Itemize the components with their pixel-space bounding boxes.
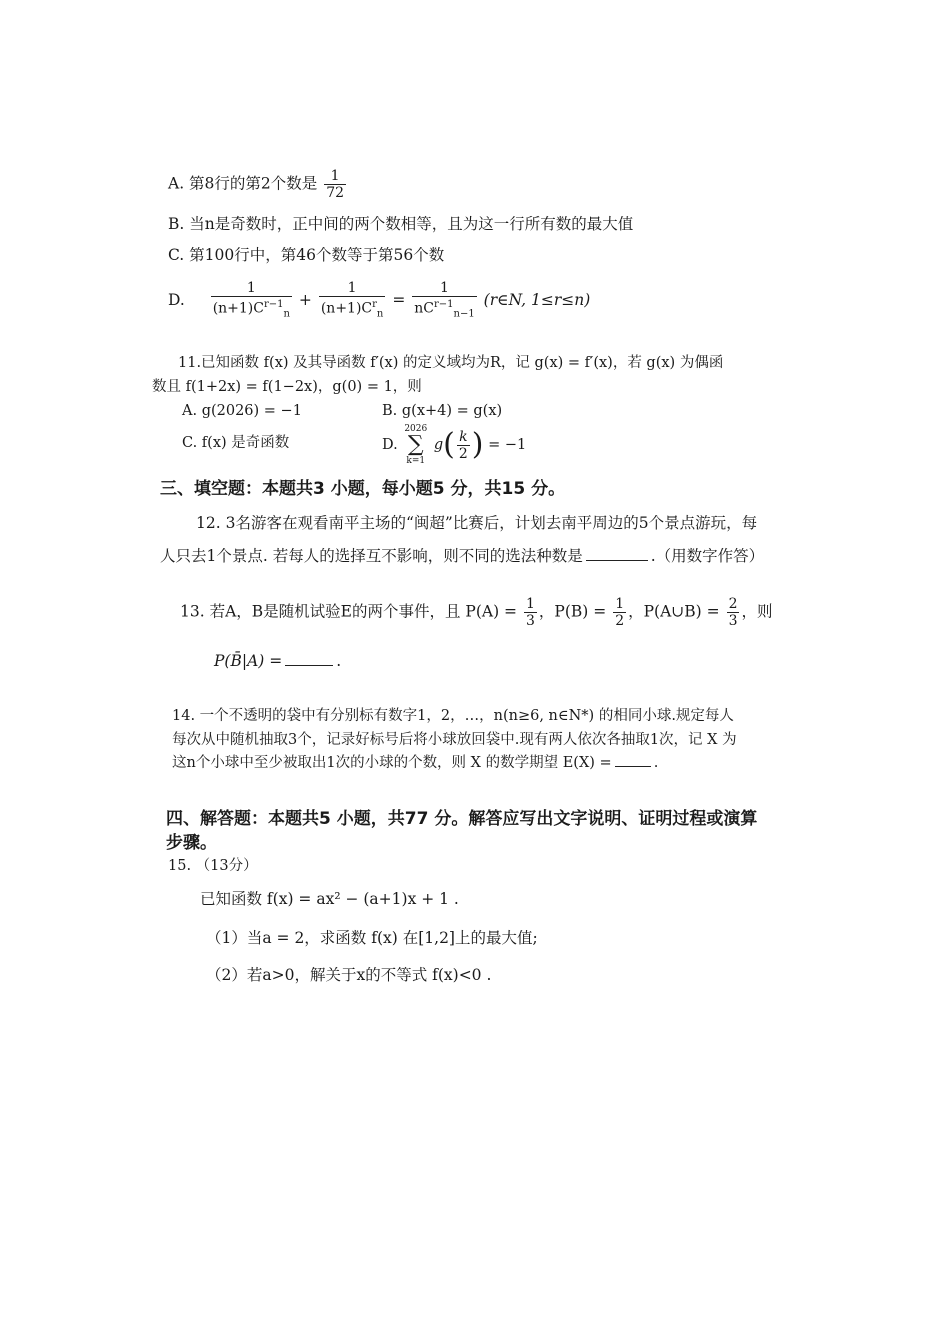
- q10-option-d-condition: (r∈N, 1≤r≤n): [483, 291, 591, 310]
- q10-d-fraction-2: [319, 280, 386, 322]
- q10-d-fraction-1: [211, 280, 292, 322]
- q13-line2: P(B̄|A) = .: [214, 652, 342, 670]
- q13-expression: P(B̄|A) =: [214, 652, 283, 670]
- q10-option-d-label: D.: [168, 291, 185, 310]
- q10-option-d: D. $\frac{1}{(n+1)C^{r-1}_n}$ + $\frac{1}{(n+1)C^r_n}$ = $\frac{1}{nC^{r-1}_{n-1}}$ (r∈N, 1≤r≤n): [168, 280, 590, 322]
- q15-stem: 已知函数 f(x) = ax² − (a+1)x + 1 .: [200, 890, 459, 908]
- q13-stem: 13. 若A，B是随机试验E的两个事件，且 P(A) =: [180, 602, 518, 621]
- binomial-term: nC: [414, 300, 434, 317]
- fraction-numerator: 1: [440, 280, 449, 296]
- q10-option-c: C. 第100行中，第46个数等于第56个数: [168, 246, 445, 264]
- q13-pab-text: ，P(A∪B) =: [628, 602, 720, 621]
- answer-blank[interactable]: [285, 664, 333, 666]
- fraction-numerator: 2: [728, 596, 738, 612]
- fraction-denominator: 3: [525, 613, 535, 629]
- q13-pb-text: ，P(B) =: [538, 602, 607, 621]
- q13-pa-fraction: [524, 596, 537, 629]
- fraction-denominator: 2: [615, 613, 625, 629]
- fraction-numerator: 1: [525, 596, 535, 612]
- q10-option-a-fraction: [324, 168, 346, 201]
- summation-symbol: 2026 ∑ k=1: [404, 424, 428, 466]
- q11-option-b: B. g(x+4) = g(x): [382, 403, 503, 419]
- q11-option-d-result: = −1: [488, 437, 527, 453]
- section-3-heading: 三、填空题：本题共3 小题，每小题5 分，共15 分。: [160, 479, 566, 499]
- q13-pab-fraction: [727, 596, 740, 629]
- q12-line1: 12. 3名游客在观看南平主场的“闽超”比赛后，计划去南平周边的5个景点游玩，每: [196, 514, 758, 532]
- q14-line3: 这n个小球中至少被取出1次的小球的个数，则 X 的数学期望 E(X) = .: [172, 755, 659, 771]
- fraction-denominator: 72: [326, 185, 345, 201]
- q10-option-a-text: A. 第8行的第2个数是: [168, 174, 318, 193]
- answer-blank[interactable]: [586, 559, 648, 561]
- fraction-numerator: 1: [347, 280, 357, 296]
- q12-line2-text: 人只去1个景点. 若每人的选择互不影响，则不同的选法种数是: [160, 547, 583, 565]
- section-4-heading-line2: 步骤。: [166, 833, 217, 853]
- fraction-denominator: $(n+1)C^r_n$: [319, 296, 386, 322]
- q13-line1: [180, 596, 773, 629]
- q14-line3-text: 这n个小球中至少被取出1次的小球的个数，则 X 的数学期望 E(X) =: [172, 755, 612, 771]
- q15-part1: （1）当a = 2，求函数 f(x) 在[1,2]上的最大值;: [206, 929, 538, 947]
- section-4-heading-line1: 四、解答题：本题共5 小题，共77 分。解答应写出文字说明、证明过程或演算: [166, 809, 758, 829]
- q13-stem-end: ，则: [741, 602, 773, 621]
- q13-pb-fraction: [613, 596, 626, 629]
- q15-title: 15. （13分）: [168, 858, 258, 874]
- q15-part2: （2）若a>0，解关于x的不等式 f(x)<0 .: [206, 966, 492, 984]
- q11-stem-line1: 11.已知函数 f(x) 及其导函数 f′(x) 的定义域均为R，记 g(x) = f′(x)，若 g(x) 为偶函: [178, 355, 724, 371]
- q11-stem-line2: 数且 f(1+2x) = f(1−2x)，g(0) = 1，则: [152, 379, 422, 395]
- q11-option-d: D. 2026 ∑ k=1 g( $\frac{k}{2}$ ) = −1: [382, 424, 527, 466]
- binomial-term: (n+1)C: [212, 300, 264, 317]
- q10-option-b: B. 当n是奇数时，正中间的两个数相等，且为这一行所有数的最大值: [168, 215, 634, 233]
- q14-line2: 每次从中随机抽取3个，记录好标号后将小球放回袋中.现有两人依次各抽取1次，记 X 为: [172, 732, 737, 748]
- fraction-denominator: $(n+1)C^{r-1}_n$: [211, 296, 292, 322]
- summation-upper-limit: 2026: [404, 424, 428, 434]
- q12-line2: [160, 545, 764, 567]
- fraction-numerator: 1: [246, 280, 256, 296]
- q14-line1: 14. 一个不透明的袋中有分别标有数字1，2，…，n(n≥6, n∈N*) 的相同小球.规定每人: [172, 708, 734, 724]
- answer-blank[interactable]: [615, 765, 651, 767]
- q11-option-d-label: D.: [382, 437, 398, 453]
- fraction-denominator: 3: [728, 613, 738, 629]
- q12-line2-suffix: .（用数字作答）: [650, 547, 765, 565]
- q10-option-a: [168, 168, 348, 201]
- fraction-numerator: 1: [615, 596, 625, 612]
- q10-d-fraction-3: [412, 280, 476, 322]
- summation-lower-limit: k=1: [406, 456, 426, 466]
- binomial-term: (n+1)C: [320, 300, 373, 317]
- fraction-numerator: 1: [330, 168, 340, 184]
- q11-option-a: A. g(2026) = −1: [182, 403, 302, 419]
- q11-option-c: C. f(x) 是奇函数: [182, 435, 290, 451]
- fraction-denominator: $nC^{r-1}_{n-1}$: [412, 296, 476, 322]
